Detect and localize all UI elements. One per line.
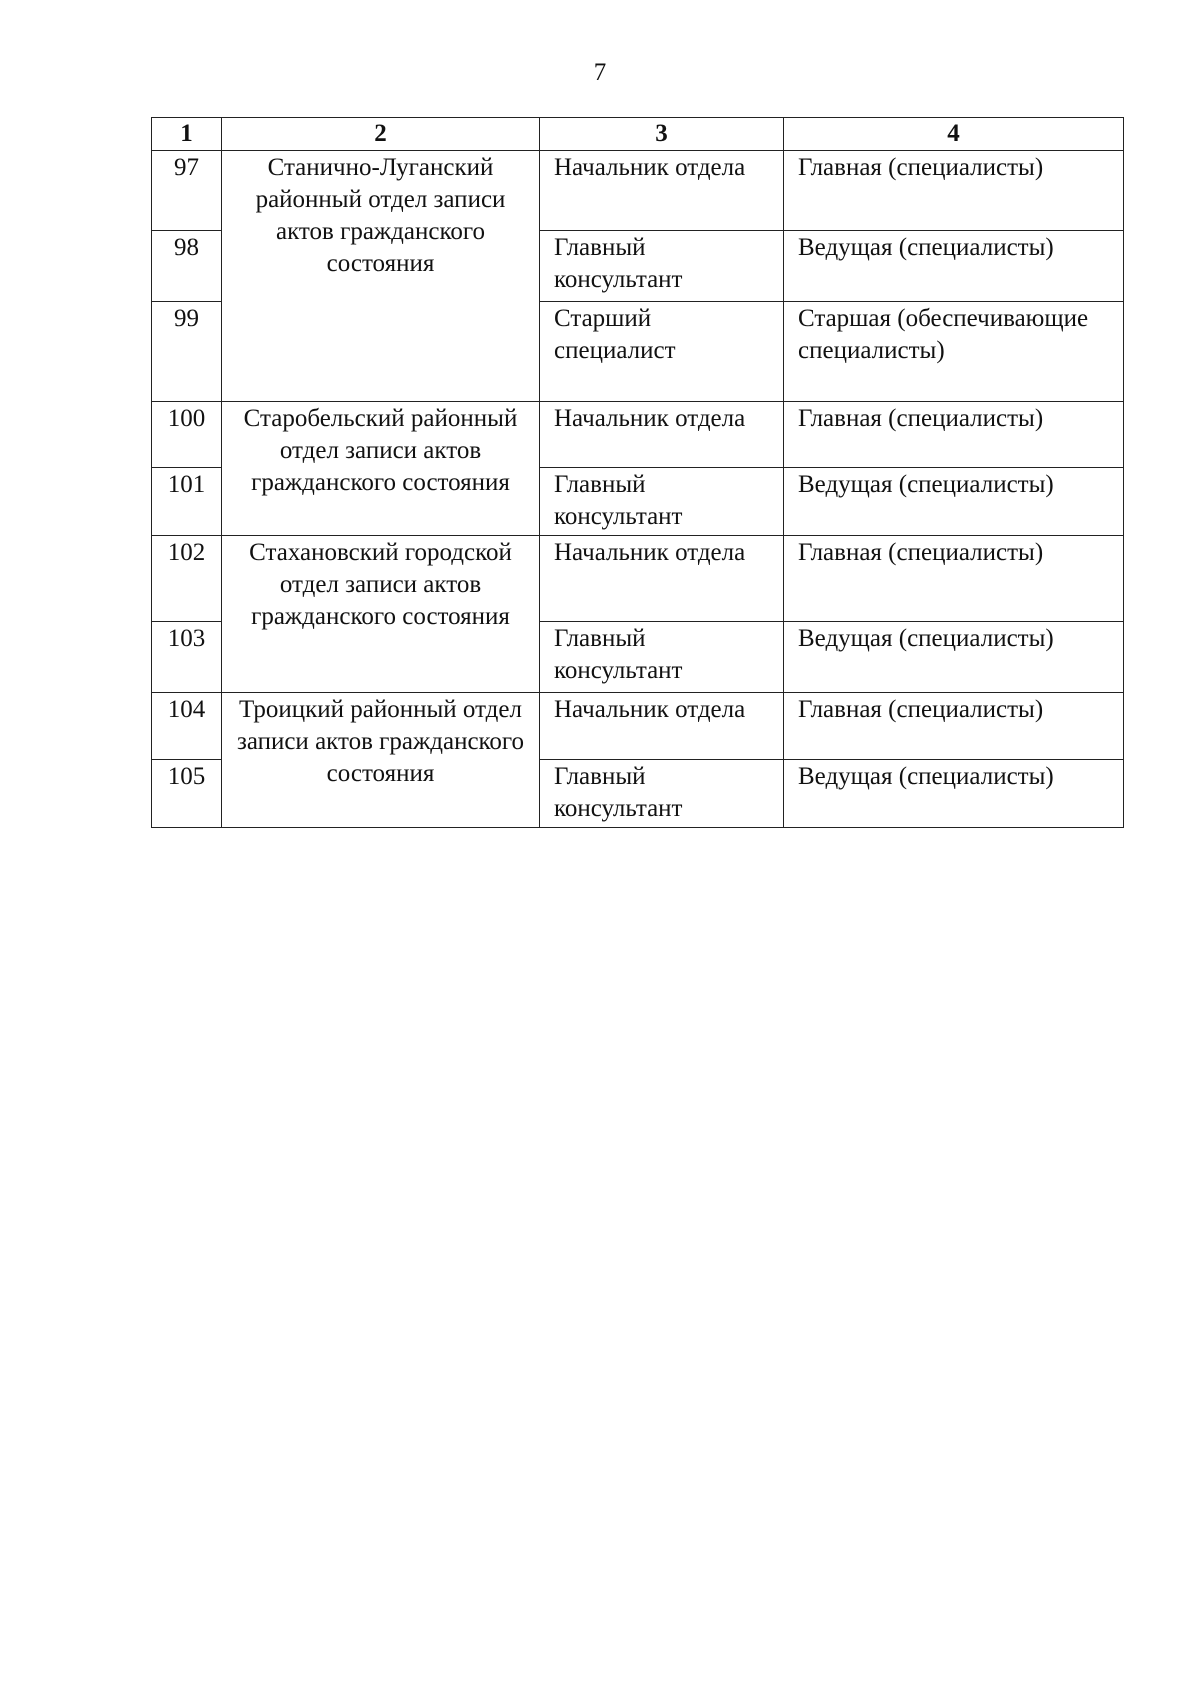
- table-row: [152, 151, 1124, 231]
- row-number: 104: [152, 693, 222, 760]
- position-group: Главная (специалисты): [784, 402, 1124, 468]
- department-name: Стахановский городской отдел записи актов гражданского состояния: [222, 536, 540, 693]
- table-header-row: [152, 118, 1124, 151]
- position-title: Главный консультант: [540, 231, 784, 302]
- table-row: [152, 402, 1124, 468]
- position-title: Начальник отдела: [540, 402, 784, 468]
- position-title: Начальник отдела: [540, 151, 784, 231]
- position-group: Старшая (обеспечивающие специалисты): [784, 302, 1124, 402]
- position-group: Ведущая (специалисты): [784, 231, 1124, 302]
- position-group: Ведущая (специалисты): [784, 622, 1124, 693]
- department-name: Троицкий районный отдел записи актов гражданского состояния: [222, 693, 540, 828]
- row-number: 102: [152, 536, 222, 622]
- position-group: Ведущая (специалисты): [784, 468, 1124, 536]
- row-number: 100: [152, 402, 222, 468]
- positions-table: [151, 117, 1124, 828]
- row-number: 105: [152, 760, 222, 828]
- position-title: Главный консультант: [540, 622, 784, 693]
- header-col-1: 1: [152, 118, 222, 151]
- table-row: [152, 536, 1124, 622]
- position-title: Начальник отдела: [540, 693, 784, 760]
- position-title: Старший специалист: [540, 302, 784, 402]
- header-col-4: 4: [784, 118, 1124, 151]
- row-number: 98: [152, 231, 222, 302]
- row-number: 101: [152, 468, 222, 536]
- department-name: Станично-Луганский районный отдел записи актов гражданского состояния: [222, 151, 540, 402]
- position-group: Главная (специалисты): [784, 693, 1124, 760]
- position-group: Главная (специалисты): [784, 536, 1124, 622]
- row-number: 97: [152, 151, 222, 231]
- row-number: 99: [152, 302, 222, 402]
- header-col-2: 2: [222, 118, 540, 151]
- row-number: 103: [152, 622, 222, 693]
- page-number: 7: [593, 59, 607, 86]
- position-title: Главный консультант: [540, 468, 784, 536]
- department-name: Старобельский районный отдел записи актов гражданского состояния: [222, 402, 540, 536]
- table-row: [152, 693, 1124, 760]
- position-title: Главный консультант: [540, 760, 784, 828]
- position-title: Начальник отдела: [540, 536, 784, 622]
- header-col-3: 3: [540, 118, 784, 151]
- position-group: Ведущая (специалисты): [784, 760, 1124, 828]
- position-group: Главная (специалисты): [784, 151, 1124, 231]
